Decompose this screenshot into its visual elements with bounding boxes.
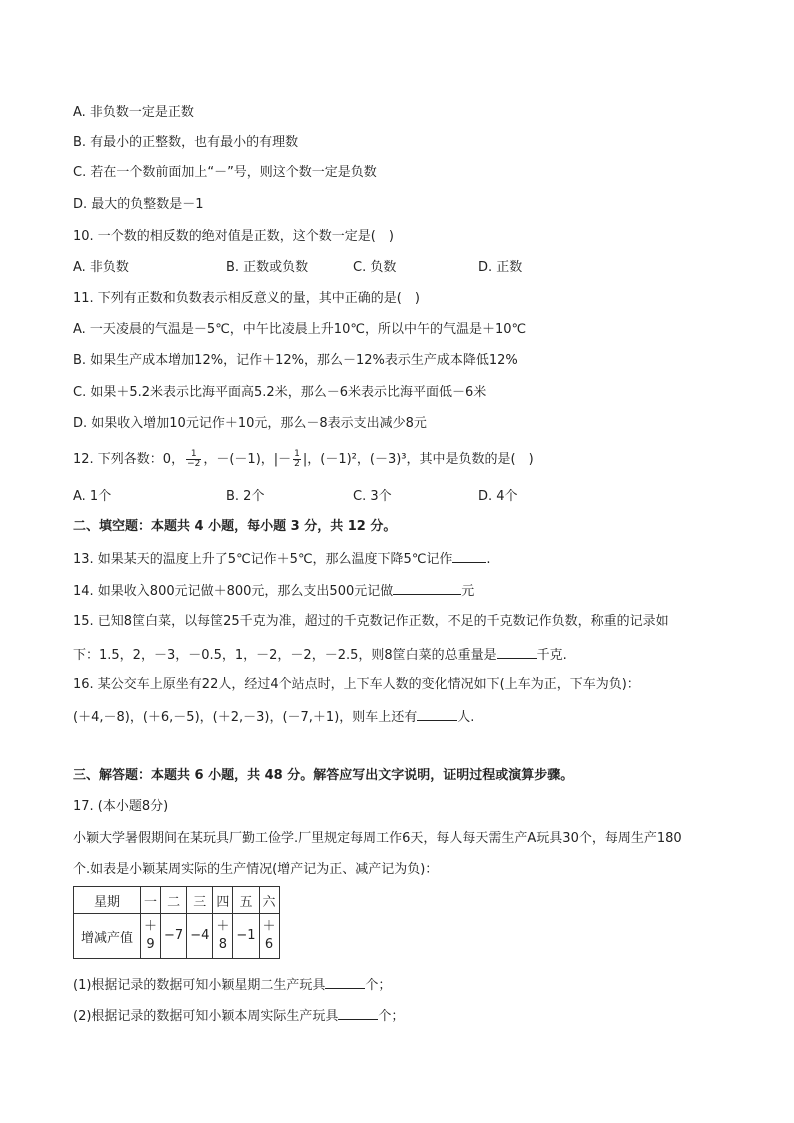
q11-option-c: C. 如果＋5.2米表示比海平面高5.2米，那么－6米表示比海平面低－6米 <box>73 385 487 400</box>
q17-line-2: 个.如表是小颖某周实际的生产情况(增产记为正、减产记为负)： <box>73 862 439 877</box>
q11-option-d: D. 如果收入增加10元记作＋10元，那么－8表示支出减少8元 <box>73 416 427 431</box>
q11-stem: 11. 下列有正数和负数表示相反意义的量，其中正确的是( ) <box>73 291 420 306</box>
q10-option-d: D. 正数 <box>478 260 523 275</box>
q12-option-b: B. 2个 <box>226 489 265 504</box>
table-cell: ＋ 9 <box>141 914 161 959</box>
q12-mid: ，－(－1)，|－ <box>203 452 292 467</box>
q10-option-c: C. 负数 <box>353 260 397 275</box>
table-header-row <box>74 887 280 914</box>
q17-title: 17. (本小题8分) <box>73 799 169 814</box>
table-row-label: 增减产值 <box>74 914 141 959</box>
q16-line-1: 16. 某公交车上原坐有22人，经过4个站点时，上下车人数的变化情况如下(上车为正，下车为负)： <box>73 677 640 692</box>
q9-option-b: B. 有最小的正整数，也有最小的有理数 <box>73 135 299 150</box>
q11-option-b: B. 如果生产成本增加12%，记作＋12%，那么－12%表示生产成本降低12% <box>73 353 518 368</box>
q10-stem: 10. 一个数的相反数的绝对值是正数，这个数一定是( ) <box>73 229 394 244</box>
q12-option-a: A. 1个 <box>73 489 112 504</box>
table-cell: −1 <box>233 914 259 959</box>
table-header-cell: 二 <box>161 887 187 914</box>
section2-heading: 二、填空题：本题共 4 小题，每小题 3 分，共 12 分。 <box>73 519 397 534</box>
q12-stem <box>73 450 534 469</box>
table-cell: −7 <box>161 914 187 959</box>
q14-answer-blank[interactable] <box>393 581 461 595</box>
q11-option-a: A. 一天凌晨的气温是－5℃，中午比凌晨上升10℃，所以中午的气温是＋10℃ <box>73 322 527 337</box>
table-header-cell: 三 <box>187 887 213 914</box>
q13: 13. 如果某天的温度上升了5℃记作＋5℃，那么温度下降5℃记作 . <box>73 549 491 569</box>
table-cell: −4 <box>187 914 213 959</box>
table-header-cell: 五 <box>233 887 259 914</box>
table-header-cell: 四 <box>213 887 233 914</box>
q12-fraction-1: $\frac{1}{-2}$ <box>187 449 201 469</box>
q15-answer-blank[interactable] <box>497 645 537 659</box>
q9-option-a: A. 非负数一定是正数 <box>73 105 194 120</box>
q10-option-a: A. 非负数 <box>73 260 129 275</box>
table-cell: ＋ 6 <box>259 914 279 959</box>
q12-options <box>73 488 753 506</box>
q17-sub1-answer-blank[interactable] <box>325 975 365 989</box>
table-header-cell: 一 <box>141 887 161 914</box>
q13-answer-blank[interactable] <box>452 549 486 563</box>
q16-answer-blank[interactable] <box>417 707 457 721</box>
q15-line-1: 15. 已知8筐白菜，以每筐25千克为准，超过的千克数记作正数，不足的千克数记作负数，称重的记录如 <box>73 614 669 629</box>
table-header-cell: 六 <box>259 887 279 914</box>
q12-suffix: |，(－1)²，(－3)³，其中是负数的是( ) <box>302 452 534 467</box>
q15-line-2: 下：1.5，2，－3，－0.5，1，－2，－2，－2.5，则8筐白菜的总重量是 千克. <box>73 645 567 665</box>
q17-sub-1: (1)根据记录的数据可知小颖星期二生产玩具 个； <box>73 975 391 995</box>
q12-prefix: 12. 下列各数：0， <box>73 452 185 467</box>
q9-option-d: D. 最大的负整数是－1 <box>73 197 204 212</box>
q12-option-c: C. 3个 <box>353 489 392 504</box>
q10-option-b: B. 正数或负数 <box>226 260 309 275</box>
q16-line-2: (＋4,－8)，(＋6,－5)，(＋2,－3)，(－7,＋1)，则车上还有 人. <box>73 707 474 727</box>
section3-heading: 三、解答题：本题共 6 小题，共 48 分。解答应写出文字说明，证明过程或演算步骤。 <box>73 768 574 783</box>
table-header-cell: 星期 <box>74 887 141 914</box>
production-table <box>73 886 280 959</box>
q17-sub2-answer-blank[interactable] <box>338 1006 378 1020</box>
q9-option-c: C. 若在一个数前面加上“－”号，则这个数一定是负数 <box>73 165 377 180</box>
table-row <box>74 914 280 959</box>
q17-sub-2: (2)根据记录的数据可知小颖本周实际生产玩具 个； <box>73 1006 404 1026</box>
q14: 14. 如果收入800元记做＋800元，那么支出500元记做 元 <box>73 581 474 601</box>
q10-options <box>73 259 753 277</box>
q12-fraction-2: $\frac{1}{2}$ <box>294 449 300 469</box>
table-cell: ＋ 8 <box>213 914 233 959</box>
q17-line-1: 小颖大学暑假期间在某玩具厂勤工俭学.厂里规定每周工作6天，每人每天需生产A玩具30个，每周生产180 <box>73 831 682 846</box>
q12-option-d: D. 4个 <box>478 489 518 504</box>
